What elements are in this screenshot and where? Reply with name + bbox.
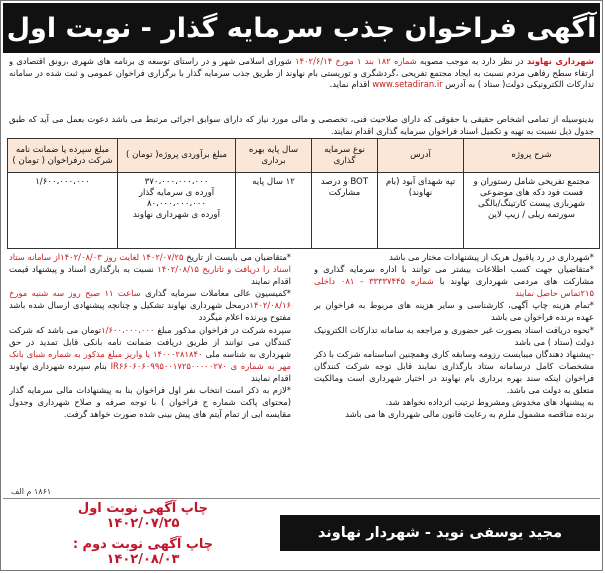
deadline-dates: ۱۴۰۲/۰۷/۲۵ لغایت روز ۱۴۰۲/۰۸/۰۳از سامانه ستاد اسناد را دریافت و تاتاریخ ۱۴۰۲/۰۸/۱۵ <box>9 252 291 275</box>
intro-paragraph <box>9 56 594 114</box>
publication-dates <box>43 501 243 567</box>
footer <box>3 498 600 569</box>
condition-resume: -پیشنهاد دهندگان میبایست رزومه وسابقه کاری وهمچنین اساسنامه شرکت با ذکر مشخصات کامل درسامانه ستاد بارگذاری نمایند قابل توجه شرکت کنندگان فراخوان اینکه سند بهره برداری بام نهاوند در اختیار شهرداری است ومالکیت متعلق به دولت می باشد. <box>314 348 594 396</box>
estimate-investor-amount: ۳۷۰،۰۰۰،۰۰۰،۰۰۰ <box>144 177 209 187</box>
condition-commission: *کمیسیون عالی معاملات سرمایه گذاری ساعت ۱۱ صبح روز سه شنبه مورخ ۱۴۰۲/۰۸/۱۶درمحل شهرداری نهاوند تشکیل و چنانچه پیشنهادی ارسال شده باشد مفتوح وبرنده اعلام میگردد <box>9 288 291 323</box>
national-id: ۱۴۰۰۰۲۸۱۸۴۰ <box>153 348 203 359</box>
estimate-municipality-amount: ۸۰،۰۰۰،۰۰۰،۰۰۰ <box>146 199 207 209</box>
header-address: آدرس <box>378 139 464 173</box>
intro-text-2: شورای اسلامی شهر و در راستای توسعه ی برنامه های شهری ،رونق اقتصادی و ارتقاء سطح رفاهی مردم نسبت به ایجاد مجتمع تفریحی ،گردشگری و توریستی بام نهاوند از طریق جذب سرمایه گذار با برگزاری فراخوان عمومی و ثبت شده در سامانه تدارکات الکترونیکی دولت( ستاد ) به آدرس <box>9 56 594 90</box>
condition-costs: *تمام هزینه چاپ آگهی، کارشناسی و سایر هزینه های مربوط به فراخوان بر عهده برنده فراخوان می باشد <box>314 300 594 323</box>
project-table <box>7 138 600 249</box>
condition-deposit: سپرده شرکت در فراخوان مذکور مبلغ ۱/۶۰۰،۰۰۰،۰۰۰تومان می باشد که شرکت کنندگان می توانند از طریق دریافت ضمانت نامه بانکی قابل تمدید در حق شهرداری به شناسه ملی ۱۴۰۰۰۲۸۱۸۴۰ یا واریز مبلغ مذکور به شماره شبای بانک مهر به شماره ی IR۶۶۰۶۰۶۰۹۹۵۰۰۱۷۲۵۰۰۰۰۰۲۷۰ بنام سپرده شهرداری نهاوند اقدام نمایند <box>9 324 291 383</box>
header-estimate: مبلغ برآوردی پروژه( تومان ) <box>118 139 236 173</box>
condition-financial-law: برنده مناقصه مشمول ملزم به رعایت قانون مالی شهرداری ها می باشد <box>345 409 594 420</box>
cell-estimate <box>118 173 236 249</box>
condition-selection: *لازم به ذکر است انتخاب نفر اول فراخوان بنا به پیشنهادات مالی سرمایه گذار (محتوای پاکت شماره ج فراخوان ) با توجه صرفه و صلاح شهرداری وجدول مقایسه ایی از تمام آیتم های پیش بینی شده صورت خواهد گرفت. <box>9 385 291 420</box>
signature-bar: مجید یوسفی نوید - شهردار نهاوند <box>280 515 600 551</box>
contact-phone: شماره ۳۳۳۳۷۴۴۵ - ۰۸۱ داخلی ۲۱۵تماس حاصل نمایند <box>314 276 594 299</box>
condition-deadline: *متقاضیان می بایست از تاریخ ۱۴۰۲/۰۷/۲۵ لغایت روز ۱۴۰۲/۰۸/۰۳از سامانه ستاد اسناد را دریافت و تاتاریخ ۱۴۰۲/۰۸/۱۵ نسبت به بارگذاری اسناد و پیشنهاد قیمت اقدام نمایند <box>9 252 291 287</box>
table-row <box>8 173 600 249</box>
reference-code: ۱۸۶۱ م الف <box>11 487 52 496</box>
header-profit-year: سال پایه بهره برداری <box>236 139 312 173</box>
cell-investment-type: BOT و درصد مشارکت <box>312 173 378 249</box>
condition-documents: *نحوه دریافت اسناد بصورت غیر حضوری و مراجعه به سامانه تدارکات الکترونیک دولت (ستاد ) می باشد <box>314 324 594 347</box>
condition-contact: *متقاضیان جهت کسب اطلاعات بیشتر می توانند با اداره سرمایه گذاری و مشارکت های مردمی شهرداری نهاوند با شماره ۳۳۳۳۷۴۴۵ - ۰۸۱ داخلی ۲۱۵تماس حاصل نمایند <box>314 264 594 299</box>
cell-address: تپه شهدای آبود (بام نهاوند) <box>378 173 464 249</box>
intro-text-1: در نظر دارد به موجب مصوبه <box>416 56 527 66</box>
deposit-amount: ۱/۶۰۰،۰۰۰،۰۰۰ <box>101 324 155 335</box>
announcement-title: آگهی فراخوان جذب سرمایه گذار - نوبت اول <box>3 3 600 53</box>
commission-date: ساعت ۱۱ صبح روز سه شنبه مورخ ۱۴۰۲/۰۸/۱۶ <box>9 288 291 311</box>
cell-description: مجتمع تفریحی شامل رستوران و فست فود دکه های موضوعی شهربازی پیست کارتینگ/بالگی سورتمه ریلی / زیپ لاین <box>464 173 600 249</box>
condition-accept-reject: *شهرداری در رد یاقبول هریک از پیشنهادات مختار می باشد <box>389 252 594 262</box>
publication-first: چاپ آگهی نوبت اول ۱۴۰۲/۰۷/۲۵ <box>77 501 209 531</box>
header-deposit: مبلغ سپرده یا ضمانت نامه شرکت درفراخوان ( تومان ) <box>8 139 118 173</box>
publication-second: چاپ آگهی نوبت دوم : ۱۴۰۲/۰۸/۰۳ <box>72 537 214 567</box>
header-description: شرح پروژه <box>464 139 600 173</box>
conditions-left-column <box>9 251 291 475</box>
resolution-number: شماره ۱۸۲ بند ۱ مورخ ۱۴۰۲/۶/۱۴ <box>295 56 417 66</box>
website-link[interactable]: www.setadiran.ir <box>372 79 443 90</box>
estimate-municipality-label: آورده ی شهرداری نهاوند <box>133 210 220 220</box>
table-header-row <box>8 139 600 173</box>
cell-profit-year: ۱۲ سال پایه <box>236 173 312 249</box>
intro-text-3: اقدام نماید. <box>329 79 373 90</box>
conditions-right-column <box>314 251 594 469</box>
iban-number: IR۶۶۰۶۰۶۰۹۹۵۰۰۱۷۲۵۰۰۰۰۰۲۷۰ <box>110 360 227 371</box>
instruction-paragraph: بدینوسیله از تمامی اشخاص حقیقی یا حقوقی که دارای صلاحیت فنی، تخصصی و مالی مورد نیاز که دارای سوابق اجرائی مرتبط می باشد دعوت بعمل می آید که طبق جدول ذیل نسبت به تهیه و تکمیل اسناد فراخوان سرمایه گذاری اقدام نمایند. <box>9 114 594 136</box>
org-name: شهرداری نهاوند <box>526 56 594 66</box>
header-investment-type: نوع سرمایه گذاری <box>312 139 378 173</box>
cell-deposit: ۱/۶۰۰،۰۰۰،۰۰۰ <box>8 173 118 249</box>
estimate-investor-label: آورده ی سرمایه گذار <box>138 188 215 198</box>
condition-conditional-offers: به پیشنهاد های مخدوش ومشروط ترتیب اثرداده نخواهد شد. <box>385 397 594 408</box>
